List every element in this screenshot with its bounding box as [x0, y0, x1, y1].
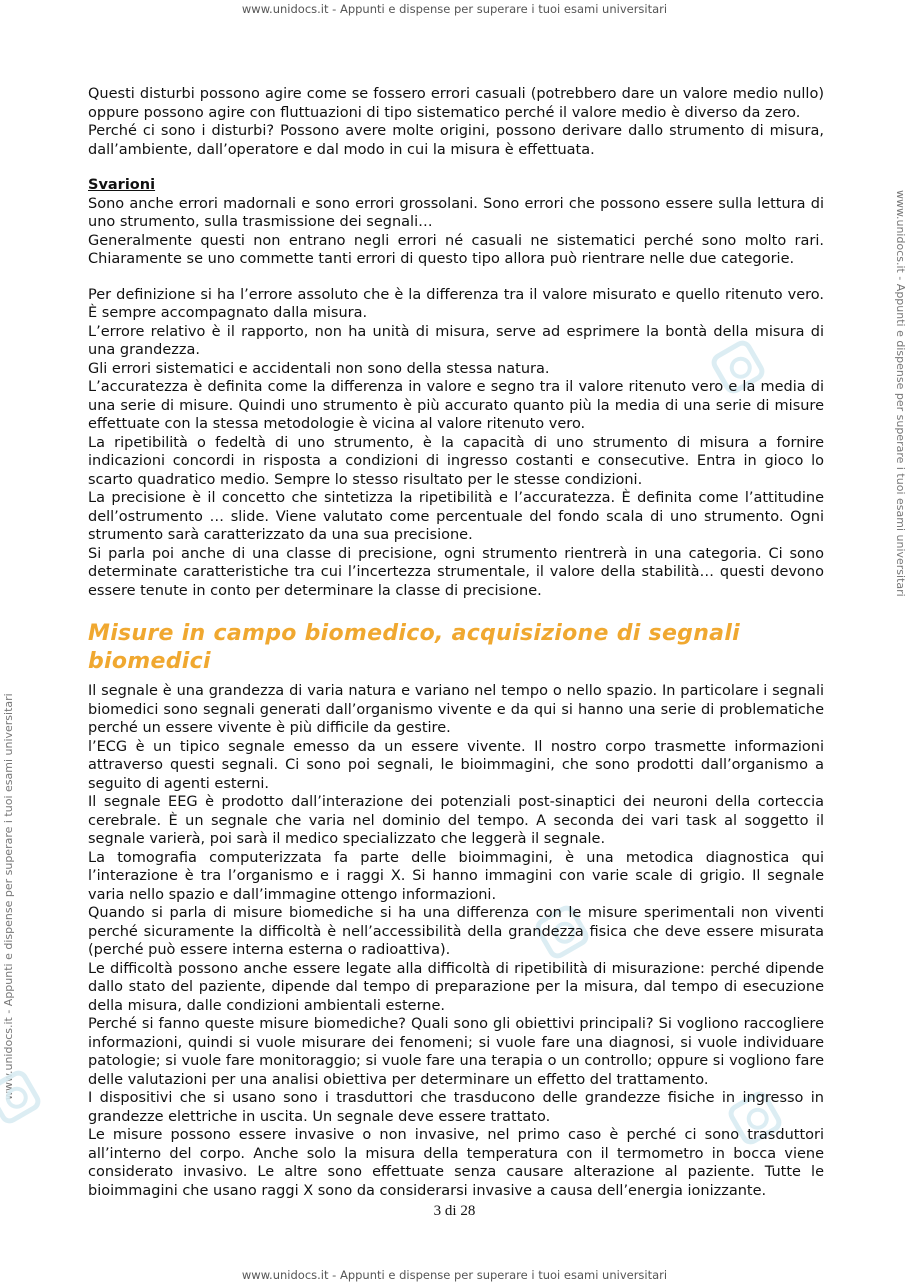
section-title: Misure in campo biomedico, acquisizione di segnali biomedici — [88, 621, 741, 674]
paragraph: La tomografia computerizzata fa parte delle bioimmagini, è una metodica diagnostica qui l’interazione è tra l’organismo e i raggi X. Si hanno immagini con varie scale di grigio. Il segnale varia nello spazio e dall’immagine ottengo informazioni. — [88, 849, 824, 903]
paragraph: Si parla poi anche di una classe di precisione, ogni strumento rientrerà in una categoria. Ci sono determinate caratteristiche tra cui l’incertezza strumentale, il valore della stabilità… questi devono essere tenute in conto per determinare la classe di precisione. — [88, 545, 824, 599]
subheading-svarioni: Svarioni — [88, 177, 156, 193]
paragraph: Quando si parla di misure biomediche si ha una differenza con le misure sperimentali non viventi perché sicuramente la difficoltà è nell’accessibilità della grandezza fisica che deve essere misurata (perché può essere interna esterna o radioattiva). — [88, 905, 824, 958]
paragraph: Questi disturbi possono agire come se fossero errori casuali (potrebbero dare un valore medio nullo) oppure possono agire con fluttuazioni di tipo sistematico perché il valore medio è diverso da zero. — [88, 86, 824, 121]
paragraph: La ripetibilità o fedeltà di uno strumento, è la capacità di uno strumento di misura a fornire indicazioni concordi in risposta a condizioni di ingresso costanti e consecutive. Entra in gioco lo scarto quadratico medio. Sempre lo stesso risultato per le stesse condizioni. — [88, 434, 824, 488]
paragraph: Per definizione si ha l’errore assoluto che è la differenza tra il valore misurato e quello ritenuto vero. È sempre accompagnato dalla misura. — [88, 286, 824, 321]
paragraph: Il segnale EEG è prodotto dall’interazione dei potenziali post-sinaptici dei neuroni della corteccia cerebrale. È un segnale che varia nel dominio del tempo. A seconda dei vari task al soggetto il segnale varierà, poi sarà il medico specializzato che leggerà il segnale. — [88, 794, 824, 847]
header-banner[interactable]: www.unidocs.it - Appunti e dispense per superare i tuoi esami universitari — [241, 2, 668, 16]
footer-banner[interactable]: www.unidocs.it - Appunti e dispense per superare i tuoi esami universitari — [241, 1268, 668, 1282]
paragraph: l’ECG è un tipico segnale emesso da un essere vivente. Il nostro corpo trasmette informazioni attraverso questi segnali. Ci sono poi segnali, le bioimmagini, che sono prodotti dall’organismo a seguito di agenti esterni. — [88, 738, 824, 792]
paragraph: I dispositivi che si usano sono i trasduttori che trasducono delle grandezze fisiche in ingresso in grandezze elettriche in uscita. Un segnale deve essere trattato. — [88, 1090, 824, 1125]
paragraph: La precisione è il concetto che sintetizza la ripetibilità e l’accuratezza. È definita come l’attitudine dell’ostrumento … slide. Viene valutato come percentuale del fondo scala di uno strumento. Ogni strumento sarà caratterizzato da una sua precisione. — [88, 490, 824, 543]
paragraph: Le difficoltà possono anche essere legate alla difficoltà di ripetibilità di misurazione: perché dipende dallo stato del paziente, dipende dal tempo di preparazione per la misura, dal tempo di esecuzione della misura, dalle condizioni ambientali esterne. — [88, 960, 824, 1014]
paragraph: L’errore relativo è il rapporto, non ha unità di misura, serve ad esprimere la bontà della misura di una grandezza. — [88, 323, 824, 358]
paragraph: Generalmente questi non entrano negli errori né casuali ne sistematici perché sono molto rari. Chiaramente se uno commette tanti errori di questo tipo allora può rientrare nelle due categorie. — [88, 232, 824, 267]
paragraph: L’accuratezza è definita come la differenza in valore e segno tra il valore ritenuto vero e la media di una serie di misure. Quindi uno strumento è più accurato quanto più la media di una serie di misure effettuate con la stessa metodologie è vicina al valore ritenuto vero. — [88, 379, 824, 432]
paragraph: Perché si fanno queste misure biomediche? Quali sono gli obiettivi principali? Si vogliono raccogliere informazioni, quindi si vuole misurare dei fenomeni; si vuole fare una diagnosi, si vuole individuare patologie; si vuole fare monitoraggio; si vuole fare una terapia o un controllo; oppure si vogliono fare delle valutazioni per una analisi obiettiva per determinare un effetto del trattamento. — [88, 1016, 824, 1088]
paragraph: Le misure possono essere invasive o non invasive, nel primo caso è perché ci sono trasduttori all’interno del corpo. Anche solo la misura della temperatura con il termometro in bocca viene considerato invasivo. Le altre sono effettuate senza causare alterazione al paziente. Tutte le bioimmagini che usano raggi X sono da considerarsi invasive a causa dell’energia ionizzante. — [88, 1127, 824, 1199]
paragraph: Il segnale è una grandezza di varia natura e variano nel tempo o nello spazio. In particolare i segnali biomedici sono segnali generati dall’organismo vivente e da qui si hanno una serie di problematiche perché un essere vivente è più difficile da gestire. — [88, 683, 824, 736]
side-watermark-left: www.unidocs.it - Appunti e dispense per superare i tuoi esami universitari — [2, 693, 15, 1100]
paragraph: Gli errori sistematici e accidentali non sono della stessa natura. — [88, 360, 550, 377]
document-body — [88, 85, 824, 1200]
side-watermark-right: www.unidocs.it - Appunti e dispense per superare i tuoi esami universitari — [894, 190, 907, 597]
paragraph: Sono anche errori madornali e sono errori grossolani. Sono errori che possono essere sulla lettura di uno strumento, sulla trasmissione dei segnali… — [88, 195, 824, 230]
page-number: 3 di 28 — [433, 1203, 476, 1219]
watermark-logo-icon — [0, 1067, 44, 1127]
paragraph: Perché ci sono i disturbi? Possono avere molte origini, possono derivare dallo strumento di misura, dall’ambiente, dall’operatore e dal modo in cui la misura è effettuata. — [88, 123, 824, 158]
